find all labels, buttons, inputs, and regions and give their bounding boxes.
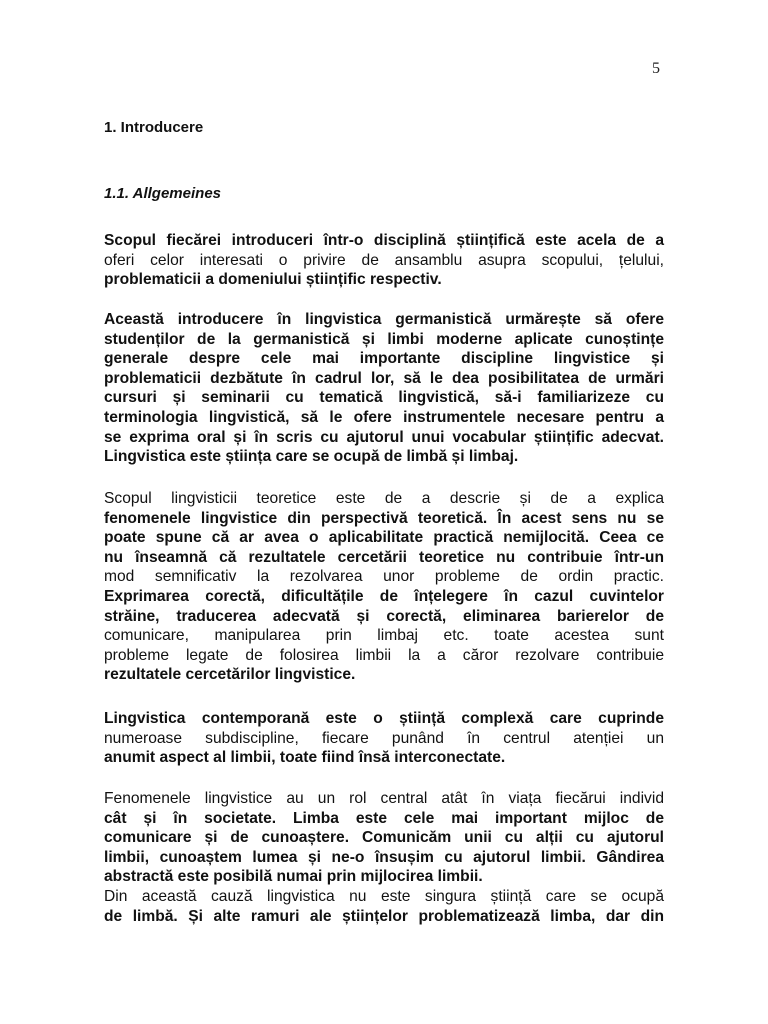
paragraph-line: limbii, cunoaștem lumea și ne-o însușim cu ajutorul limbii. Gândirea <box>104 848 664 866</box>
paragraph-5 <box>104 789 664 926</box>
paragraph-line: comunicare, manipularea prin limbaj etc. toate acestea sunt <box>104 627 664 645</box>
paragraph-line: străine, traducerea adecvată și corectă, eliminarea barierelor de <box>104 607 664 625</box>
paragraph-line: terminologia lingvistică, să le ofere instrumentele necesare pentru a <box>104 408 664 426</box>
paragraph-line: Lingvistica este știința care se ocupă de limbă și limbaj. <box>104 448 519 466</box>
paragraph-1 <box>104 231 664 290</box>
paragraph-line: Lingvistica contemporană este o știință complexă care cuprinde <box>104 710 664 727</box>
paragraph-line: se exprima oral și în scris cu ajutorul unui vocabular științific adecvat. <box>104 428 664 446</box>
paragraph-line: de limbă. Și alte ramuri ale științelor problematizează limba, dar din <box>104 907 664 925</box>
paragraph-line: comunicare și de cunoaștere. Comunicăm unii cu alții cu ajutorul <box>104 829 664 847</box>
paragraph-line: studenților de la germanistică și limbi moderne aplicate cunoștințe <box>104 330 664 348</box>
paragraph-line: cât și în societate. Limba este cele mai important mijloc de <box>104 809 664 827</box>
paragraph-2 <box>104 310 664 467</box>
paragraph-line: poate spune că ar avea o aplicabilitate practică nemijlocită. Ceea ce <box>104 529 664 547</box>
paragraph-line: anumit aspect al limbii, toate fiind însă interconectate. <box>104 749 506 767</box>
paragraph-line: rezultatele cercetărilor lingvistice. <box>104 666 356 684</box>
paragraph-line: probleme legate de folosirea limbii la a căror rezolvare contribuie <box>104 646 664 664</box>
paragraph-line: Scopul lingvisticii teoretice este de a descrie și de a explica <box>104 490 664 507</box>
paragraph-line: Din această cauză lingvistica nu este singura știință care se ocupă <box>104 887 664 905</box>
paragraph-line: problematicii dezbătute în cadrul lor, să le dea posibilitatea de urmări <box>104 369 664 387</box>
paragraph-line: abstractă este posibilă numai prin mijlocirea limbii. <box>104 868 483 886</box>
section-heading: 1.1. Allgemeines <box>104 185 221 202</box>
page-number: 5 <box>652 60 660 77</box>
paragraph-line: mod semnificativ la rezolvarea unor probleme de ordin practic. <box>104 568 664 586</box>
paragraph-line: generale despre cele mai importante discipline lingvistice și <box>104 350 664 368</box>
paragraph-line: cursuri și seminarii cu tematică lingvistică, să-i familiarizeze cu <box>104 389 664 407</box>
paragraph-line: Această introducere în lingvistica germanistică urmărește să ofere <box>104 311 664 328</box>
paragraph-line: nu înseamnă că rezultatele cercetării teoretice nu contribuie într-un <box>104 548 664 566</box>
paragraph-line: oferi celor interesati o privire de ansamblu asupra scopului, țelului, <box>104 251 664 269</box>
paragraph-line: numeroase subdiscipline, fiecare punând în centrul atenției un <box>104 729 664 747</box>
paragraph-4 <box>104 709 664 768</box>
paragraph-line: Scopul fiecărei introduceri într-o disciplină științifică este acela de a <box>104 232 664 249</box>
paragraph-3 <box>104 489 664 685</box>
paragraph-line: Exprimarea corectă, dificultățile de înțelegere în cazul cuvintelor <box>104 587 664 605</box>
paragraph-line: fenomenele lingvistice din perspectivă teoretică. În acest sens nu se <box>104 509 664 527</box>
paragraph-line: problematicii a domeniului științific respectiv. <box>104 271 442 289</box>
chapter-heading: 1. Introducere <box>104 119 204 136</box>
paragraph-line: Fenomenele lingvistice au un rol central atât în viața fiecărui individ <box>104 790 664 807</box>
